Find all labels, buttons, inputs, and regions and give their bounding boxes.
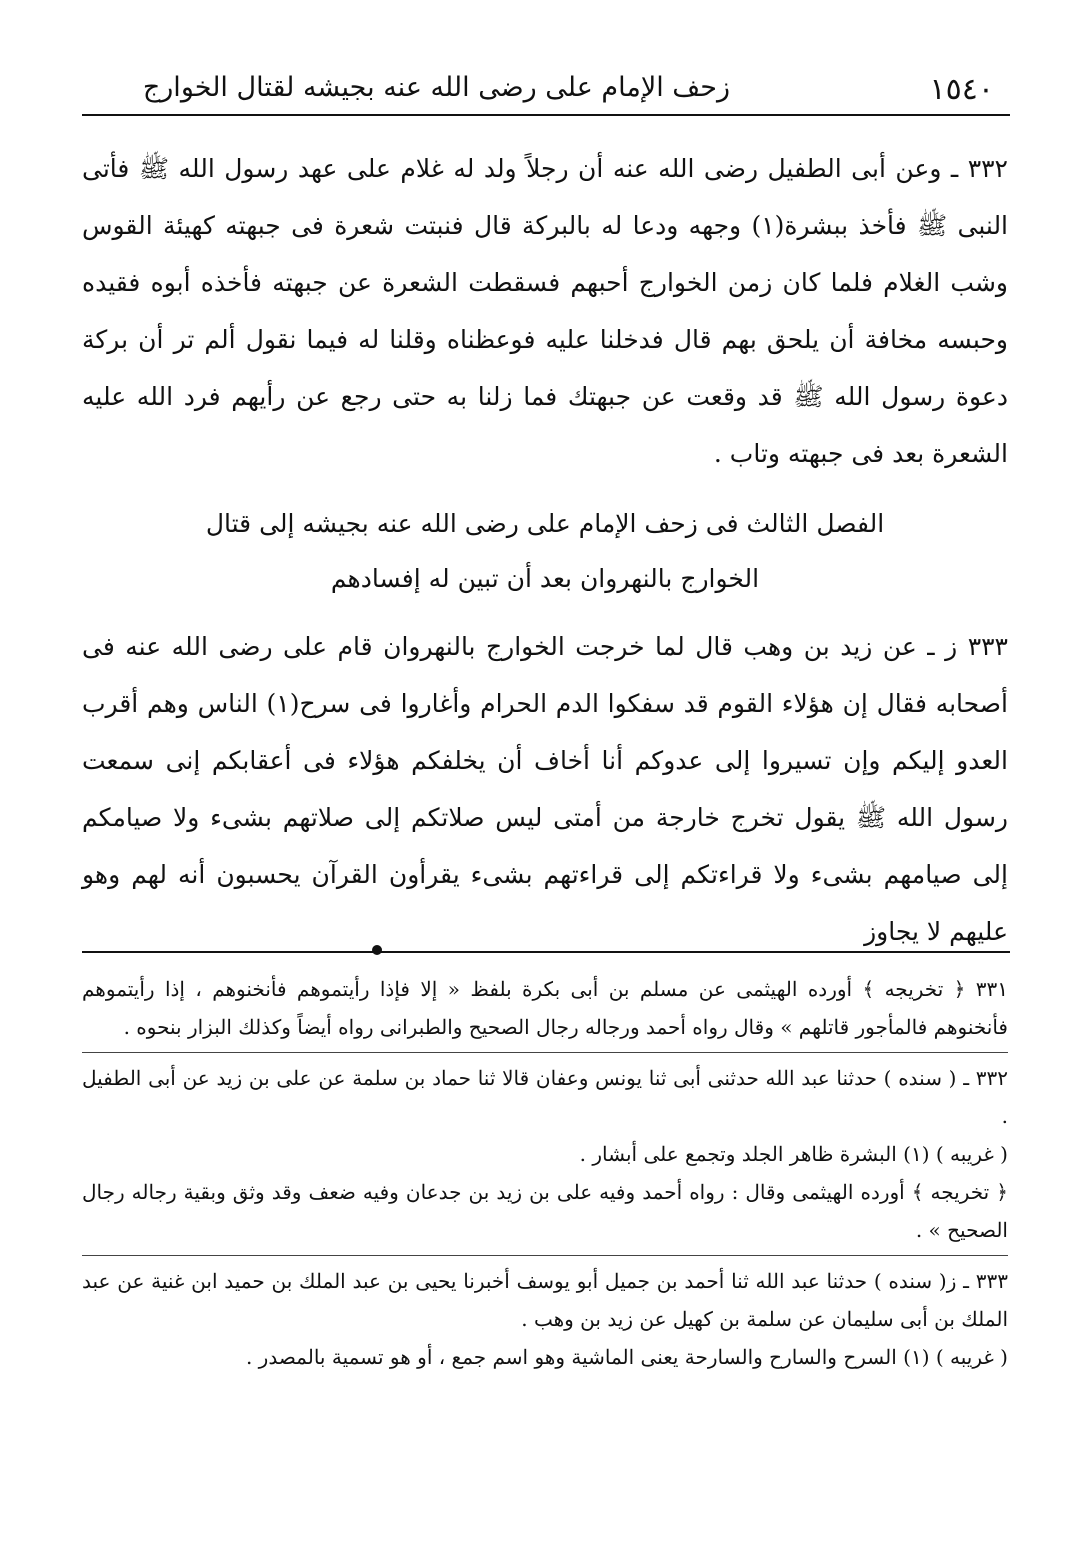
note-332-gharib: ( غريبه ) (١) البشرة ظاهر الجلد وتجمع على أبشار . <box>579 1142 1008 1166</box>
divider-dot <box>372 945 382 955</box>
note-333-gharib: ( غريبه ) (١) السرح والسارح والسارحة يعنى الماشية وهو اسم جمع ، أو هو تسمية بالمصدر . <box>245 1345 1008 1369</box>
running-title: زحف الإمام على رضى الله عنه بجيشه لقتال الخوارج <box>142 72 730 103</box>
footnotes <box>82 970 1008 1376</box>
main-text <box>82 140 1008 960</box>
note-separator <box>82 1052 1008 1053</box>
section-title <box>82 496 1008 606</box>
page-header <box>82 62 1010 116</box>
note-332-sanad: ٣٣٢ ـ ( سنده ) حدثنا عبد الله حدثنى أبى ثنا يونس وعفان قالا ثنا حماد بن سلمة عن على بن زيد عن أبى الطفيل . <box>82 1066 1008 1128</box>
note-332-takhrij: ﴿ تخريجه ﴾ أورده الهيثمى وقال : رواه أحمد وفيه على بن زيد بن جدعان وفيه ضعف وقد وثق وبقية رجاله رجال الصحيح » . <box>82 1180 1008 1242</box>
note-separator <box>82 1255 1008 1256</box>
hadith-332-paragraph: ٣٣٢ ـ وعن أبى الطفيل رضى الله عنه أن رجلاً ولد له غلام على عهد رسول الله ﷺ فأتى النبى ﷺ فأخذ ببشرة(١) وجهه ودعا له بالبركة قال فنبتت شعرة فى جبهته كهيئة القوس وشب الغلام فلما كان زمن الخوارج أحبهم فسقطت الشعرة عن جبهته فأخذه أبوه فقيده وحبسه مخافة أن يلحق بهم قال فدخلنا عليه فوعظناه وقلنا له فيما نقول ألم تر أن بركة دعوة رسول الله ﷺ قد وقعت عن جبهتك فما زلنا به حتى رجع عن رأيهم فرد الله عليه الشعرة بعد فى جبهته وتاب . <box>82 154 1009 468</box>
hadith-333-paragraph: ٣٣٣ ز ـ عن زيد بن وهب قال لما خرجت الخوارج بالنهروان قام على رضى الله عنه فى أصحابه فقال إن هؤلاء القوم قد سفكوا الدم الحرام وأغاروا فى سرح(١) الناس وهم أقرب العدو إليكم وإن تسيروا إلى عدوكم أنا أخاف أن يخلفكم هؤلاء فى أعقابكم إنى سمعت رسول الله ﷺ يقول تخرج خارجة من أمتى ليس صلاتكم إلى صلاتهم بشىء ولا صيامكم إلى صيامهم بشىء ولا قراءتكم إلى قراءتهم بشىء يقرأون القرآن يحسبون أنه لهم وهو عليهم لا يجاوز <box>82 632 1008 946</box>
page-number: ١٥٤٠ <box>929 72 994 107</box>
section-title-line-2: الخوارج بالنهروان بعد أن تبين له إفسادهم <box>330 564 760 593</box>
note-333-sanad: ٣٣٣ ـ ز( سنده ) حدثنا عبد الله ثنا أحمد بن جميل أبو يوسف أخبرنا يحيى بن عبد الملك بن حميد ابن غنية عن عبد الملك بن أبى سليمان عن سلمة بن كهيل عن زيد بن وهب . <box>82 1269 1008 1331</box>
footnote-divider <box>82 951 1010 953</box>
section-title-line-1: الفصل الثالث فى زحف الإمام على رضى الله عنه بجيشه إلى قتال <box>205 509 885 538</box>
note-331: ٣٣١ ﴿ تخريجه ﴾ أورده الهيثمى عن مسلم بن أبى بكرة بلفظ « إلا فإذا رأيتموهم فأنخنوهم ، إذا رأيتموهم فأنخنوهم فالمأجور قاتلهم » وقال رواه أحمد ورجاله رجال الصحيح والطبرانى رواه أيضاً وكذلك البزار بنحوه . <box>82 977 1008 1039</box>
